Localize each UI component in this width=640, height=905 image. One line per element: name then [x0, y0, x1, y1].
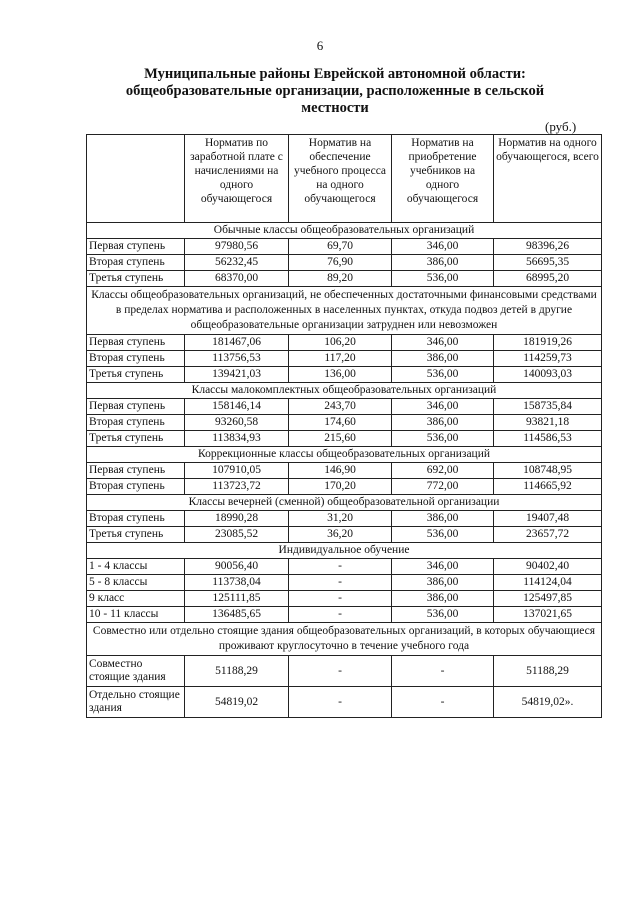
row-label: Вторая ступень — [87, 479, 185, 495]
row-label: Отдельно стоящие здания — [87, 687, 185, 718]
row-label: Первая ступень — [87, 463, 185, 479]
section-title: Классы малокомплектных общеобразовательных организаций — [87, 383, 602, 399]
section-header-row — [87, 383, 602, 399]
table-cell: 146,90 — [289, 463, 392, 479]
table-cell: 18990,28 — [185, 511, 289, 527]
table-row — [87, 479, 602, 495]
table-cell: 158735,84 — [494, 399, 602, 415]
table-cell: 93821,18 — [494, 415, 602, 431]
table-row — [87, 367, 602, 383]
table-cell: - — [392, 656, 494, 687]
table-cell: 243,70 — [289, 399, 392, 415]
table-cell: 68370,00 — [185, 271, 289, 287]
table-row — [87, 656, 602, 687]
table-cell: 56232,45 — [185, 255, 289, 271]
norms-table-body — [87, 135, 602, 718]
row-label: Третья ступень — [87, 527, 185, 543]
table-cell: 113723,72 — [185, 479, 289, 495]
table-cell: 181919,26 — [494, 335, 602, 351]
row-label: Вторая ступень — [87, 415, 185, 431]
table-cell: 125497,85 — [494, 591, 602, 607]
row-label: 1 - 4 классы — [87, 559, 185, 575]
table-cell: 692,00 — [392, 463, 494, 479]
row-label: Первая ступень — [87, 239, 185, 255]
row-label: Первая ступень — [87, 335, 185, 351]
section-header-row — [87, 447, 602, 463]
section-header-row — [87, 223, 602, 239]
table-cell: 113834,93 — [185, 431, 289, 447]
table-cell: 772,00 — [392, 479, 494, 495]
table-cell: 386,00 — [392, 415, 494, 431]
table-cell: 137021,65 — [494, 607, 602, 623]
table-row — [87, 559, 602, 575]
column-header — [87, 135, 185, 223]
table-cell: 536,00 — [392, 527, 494, 543]
currency-unit: (руб.) — [545, 119, 577, 134]
table-cell: 107910,05 — [185, 463, 289, 479]
table-cell: 51188,29 — [185, 656, 289, 687]
table-cell: 114586,53 — [494, 431, 602, 447]
table-cell: 114124,04 — [494, 575, 602, 591]
table-cell: 158146,14 — [185, 399, 289, 415]
table-row — [87, 687, 602, 718]
section-title: Обычные классы общеобразовательных организаций — [87, 223, 602, 239]
table-row — [87, 415, 602, 431]
row-label: Третья ступень — [87, 271, 185, 287]
table-row — [87, 431, 602, 447]
table-row — [87, 399, 602, 415]
table-cell: 174,60 — [289, 415, 392, 431]
table-cell: 125111,85 — [185, 591, 289, 607]
table-row — [87, 271, 602, 287]
norms-table — [86, 134, 602, 718]
column-header: Норматив на одного обучающегося, всего — [494, 135, 602, 223]
table-cell: 114259,73 — [494, 351, 602, 367]
document-title: Муниципальные районы Еврейской автономной области: общеобразовательные организации, расположенные в сельской местности — [125, 66, 545, 116]
row-label: 10 - 11 классы — [87, 607, 185, 623]
section-title: Классы вечерней (сменной) общеобразовательной организации — [87, 495, 602, 511]
table-cell: 93260,58 — [185, 415, 289, 431]
table-cell: 346,00 — [392, 399, 494, 415]
table-row — [87, 335, 602, 351]
table-cell: 346,00 — [392, 239, 494, 255]
table-cell: 536,00 — [392, 431, 494, 447]
table-cell: 386,00 — [392, 351, 494, 367]
table-cell: - — [392, 687, 494, 718]
table-cell: 108748,95 — [494, 463, 602, 479]
table-cell: 54819,02 — [185, 687, 289, 718]
table-cell: 117,20 — [289, 351, 392, 367]
table-cell: 170,20 — [289, 479, 392, 495]
row-label: 5 - 8 классы — [87, 575, 185, 591]
table-cell: 536,00 — [392, 367, 494, 383]
row-label: Третья ступень — [87, 431, 185, 447]
table-cell: - — [289, 575, 392, 591]
table-cell: - — [289, 559, 392, 575]
table-cell: 181467,06 — [185, 335, 289, 351]
table-row — [87, 255, 602, 271]
table-cell: - — [289, 656, 392, 687]
table-row — [87, 463, 602, 479]
section-title: Коррекционные классы общеобразовательных организаций — [87, 447, 602, 463]
section-header-row — [87, 623, 602, 656]
table-cell: 19407,48 — [494, 511, 602, 527]
table-cell: 386,00 — [392, 511, 494, 527]
table-cell: - — [289, 607, 392, 623]
table-cell: 386,00 — [392, 575, 494, 591]
column-header: Норматив на приобретение учебников на одного обучающегося — [392, 135, 494, 223]
section-title: Индивидуальное обучение — [87, 543, 602, 559]
table-row — [87, 239, 602, 255]
row-label: Третья ступень — [87, 367, 185, 383]
table-row — [87, 575, 602, 591]
section-header-row — [87, 287, 602, 335]
table-row — [87, 591, 602, 607]
table-cell: 113756,53 — [185, 351, 289, 367]
row-label: Вторая ступень — [87, 511, 185, 527]
row-label: Вторая ступень — [87, 351, 185, 367]
table-cell: 386,00 — [392, 255, 494, 271]
row-label: Первая ступень — [87, 399, 185, 415]
table-cell: 136,00 — [289, 367, 392, 383]
table-cell: 90402,40 — [494, 559, 602, 575]
table-cell: 140093,03 — [494, 367, 602, 383]
table-cell: 346,00 — [392, 335, 494, 351]
table-cell: 139421,03 — [185, 367, 289, 383]
table-cell: 215,60 — [289, 431, 392, 447]
table-cell: 36,20 — [289, 527, 392, 543]
table-cell: 69,70 — [289, 239, 392, 255]
table-cell: 536,00 — [392, 607, 494, 623]
table-cell: 68995,20 — [494, 271, 602, 287]
table-cell: 76,90 — [289, 255, 392, 271]
table-cell: - — [289, 687, 392, 718]
table-cell: 98396,26 — [494, 239, 602, 255]
column-header: Норматив по заработной плате с начислениями на одного обучающегося — [185, 135, 289, 223]
table-row — [87, 351, 602, 367]
section-title: Совместно или отдельно стоящие здания общеобразовательных организаций, в которых обучающиеся проживают круглосуточно в течение учебного года — [87, 623, 602, 656]
table-cell: 114665,92 — [494, 479, 602, 495]
table-cell: 90056,40 — [185, 559, 289, 575]
table-cell: 113738,04 — [185, 575, 289, 591]
table-cell: 136485,65 — [185, 607, 289, 623]
table-cell: 536,00 — [392, 271, 494, 287]
table-cell: 23085,52 — [185, 527, 289, 543]
table-row — [87, 607, 602, 623]
table-cell: 89,20 — [289, 271, 392, 287]
section-header-row — [87, 543, 602, 559]
table-header-row — [87, 135, 602, 223]
table-cell: 54819,02». — [494, 687, 602, 718]
table-cell: - — [289, 591, 392, 607]
row-label: 9 класс — [87, 591, 185, 607]
section-title: Классы общеобразовательных организаций, не обеспеченных достаточными финансовыми средствами в пределах норматива и расположенных в населенных пунктах, откуда подвоз детей в другие общеобразовательные организации затруднен или невозможен — [87, 287, 602, 335]
table-row — [87, 511, 602, 527]
page-number: 6 — [316, 38, 324, 53]
table-cell: 51188,29 — [494, 656, 602, 687]
table-cell: 31,20 — [289, 511, 392, 527]
table-cell: 97980,56 — [185, 239, 289, 255]
table-cell: 56695,35 — [494, 255, 602, 271]
column-header: Норматив на обеспечение учебного процесса на одного обучающегося — [289, 135, 392, 223]
table-cell: 106,20 — [289, 335, 392, 351]
table-cell: 23657,72 — [494, 527, 602, 543]
table-cell: 386,00 — [392, 591, 494, 607]
row-label: Совместно стоящие здания — [87, 656, 185, 687]
table-cell: 346,00 — [392, 559, 494, 575]
table-row — [87, 527, 602, 543]
row-label: Вторая ступень — [87, 255, 185, 271]
section-header-row — [87, 495, 602, 511]
